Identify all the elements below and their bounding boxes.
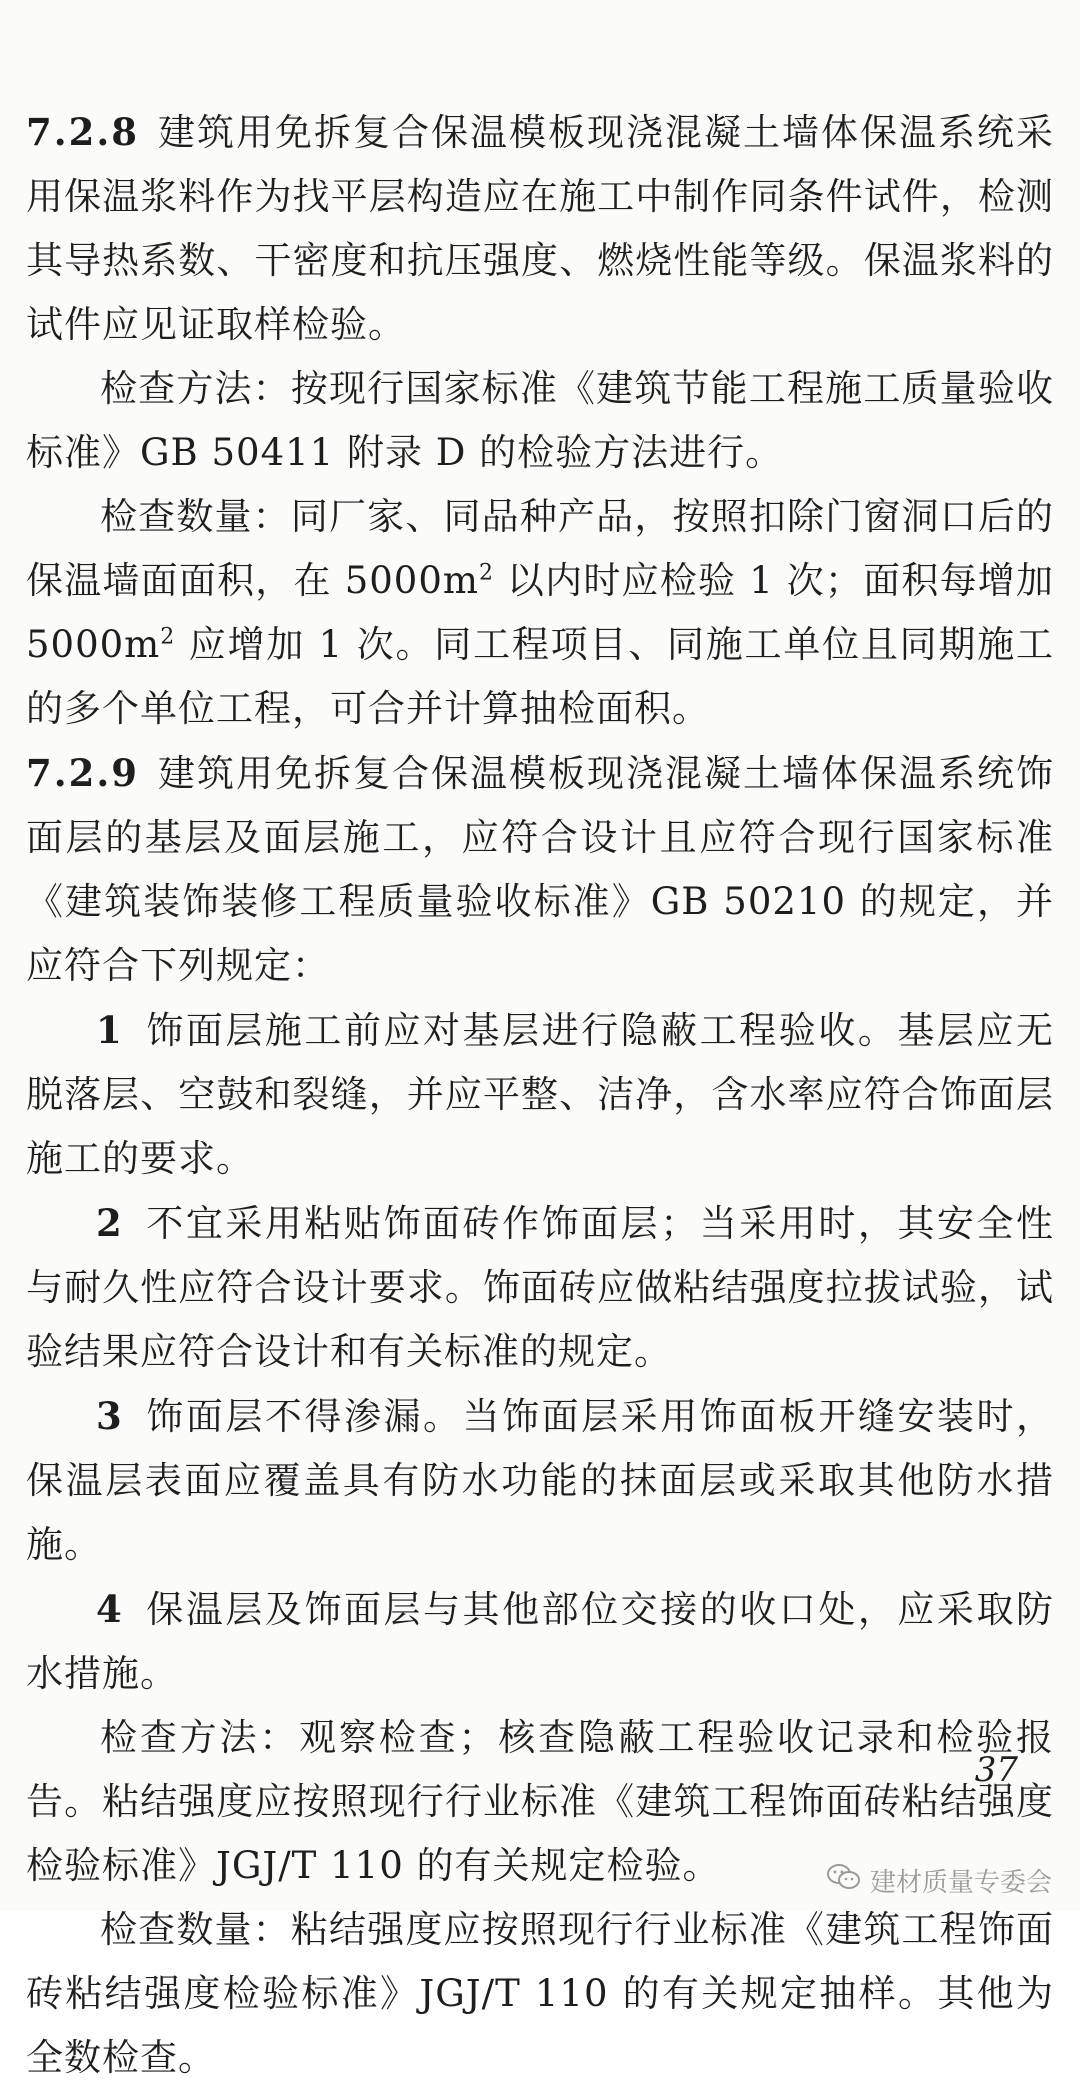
clause-7-2-8: [26, 100, 1054, 357]
superscript: 2: [478, 560, 494, 586]
item-text: 饰面层施工前应对基层进行隐蔽工程验收。基层应无脱落层、空鼓和裂缝，并应平整、洁净，含水率应符合饰面层施工的要求。: [26, 1009, 1054, 1180]
inspection-method: 检查方法：观察检查；核查隐蔽工程验收记录和检验报告。粘结强度应按照现行行业标准《建筑工程饰面砖粘结强度检验标准》JGJ/T 110 的有关规定检验。: [26, 1716, 1054, 1887]
page-content: [26, 100, 1054, 2090]
list-item: [26, 1384, 1054, 1577]
watermark: [826, 1862, 1052, 1899]
clause-7-2-9: [26, 741, 1054, 998]
list-item: [26, 1577, 1054, 1706]
item-text: 饰面层不得渗漏。当饰面层采用饰面板开缝安装时，保温层表面应覆盖具有防水功能的抹面层或采取其他防水措施。: [26, 1395, 1054, 1566]
inspection-quantity-text: 以内时应检验 1 次；面积每增加 5000m: [26, 559, 1054, 666]
item-number: 2: [96, 1201, 123, 1245]
list-item: [26, 998, 1054, 1191]
item-text: 保温层及饰面层与其他部位交接的收口处，应采取防水措施。: [26, 1588, 1054, 1695]
item-number: 4: [96, 1587, 123, 1631]
wechat-icon: [826, 1862, 870, 1899]
clause-number: 7.2.8: [26, 110, 139, 154]
item-number: 1: [96, 1008, 123, 1052]
inspection-quantity: 检查数量：粘结强度应按照现行行业标准《建筑工程饰面砖粘结强度检验标准》JGJ/T 110 的有关规定抽样。其他为全数检查。: [26, 1908, 1054, 2079]
inspection-method: 检查方法：按现行国家标准《建筑节能工程施工质量验收标准》GB 50411 附录 D 的检验方法进行。: [26, 367, 1054, 474]
item-text: 不宜采用粘贴饰面砖作饰面层；当采用时，其安全性与耐久性应符合设计要求。饰面砖应做粘结强度拉拔试验，试验结果应符合设计和有关标准的规定。: [26, 1202, 1054, 1373]
page-number: 37: [974, 1750, 1018, 1790]
inspection-quantity: [26, 485, 1054, 741]
clause-text: 建筑用免拆复合保温模板现浇混凝土墙体保温系统饰面层的基层及面层施工，应符合设计且应符合现行国家标准《建筑装饰装修工程质量验收标准》GB 50210 的规定，并应符合下列规定：: [26, 752, 1054, 987]
list-item: [26, 1191, 1054, 1384]
clause-number: 7.2.9: [26, 751, 139, 795]
item-number: 3: [96, 1394, 123, 1438]
inspection-quantity-text: 检查数量：同厂家、同品种产品，按照扣除门窗洞口后的保温墙面面积，在 5000m: [26, 495, 1054, 602]
inspection-quantity-text: 应增加 1 次。同工程项目、同施工单位且同期施工的多个单位工程，可合并计算抽检面积。: [26, 623, 1054, 730]
superscript: 2: [160, 624, 176, 650]
watermark-text: 建材质量专委会: [869, 1868, 1052, 1898]
clause-text: 建筑用免拆复合保温模板现浇混凝土墙体保温系统采用保温浆料作为找平层构造应在施工中制作同条件试件，检测其导热系数、干密度和抗压强度、燃烧性能等级。保温浆料的试件应见证取样检验。: [26, 111, 1054, 346]
